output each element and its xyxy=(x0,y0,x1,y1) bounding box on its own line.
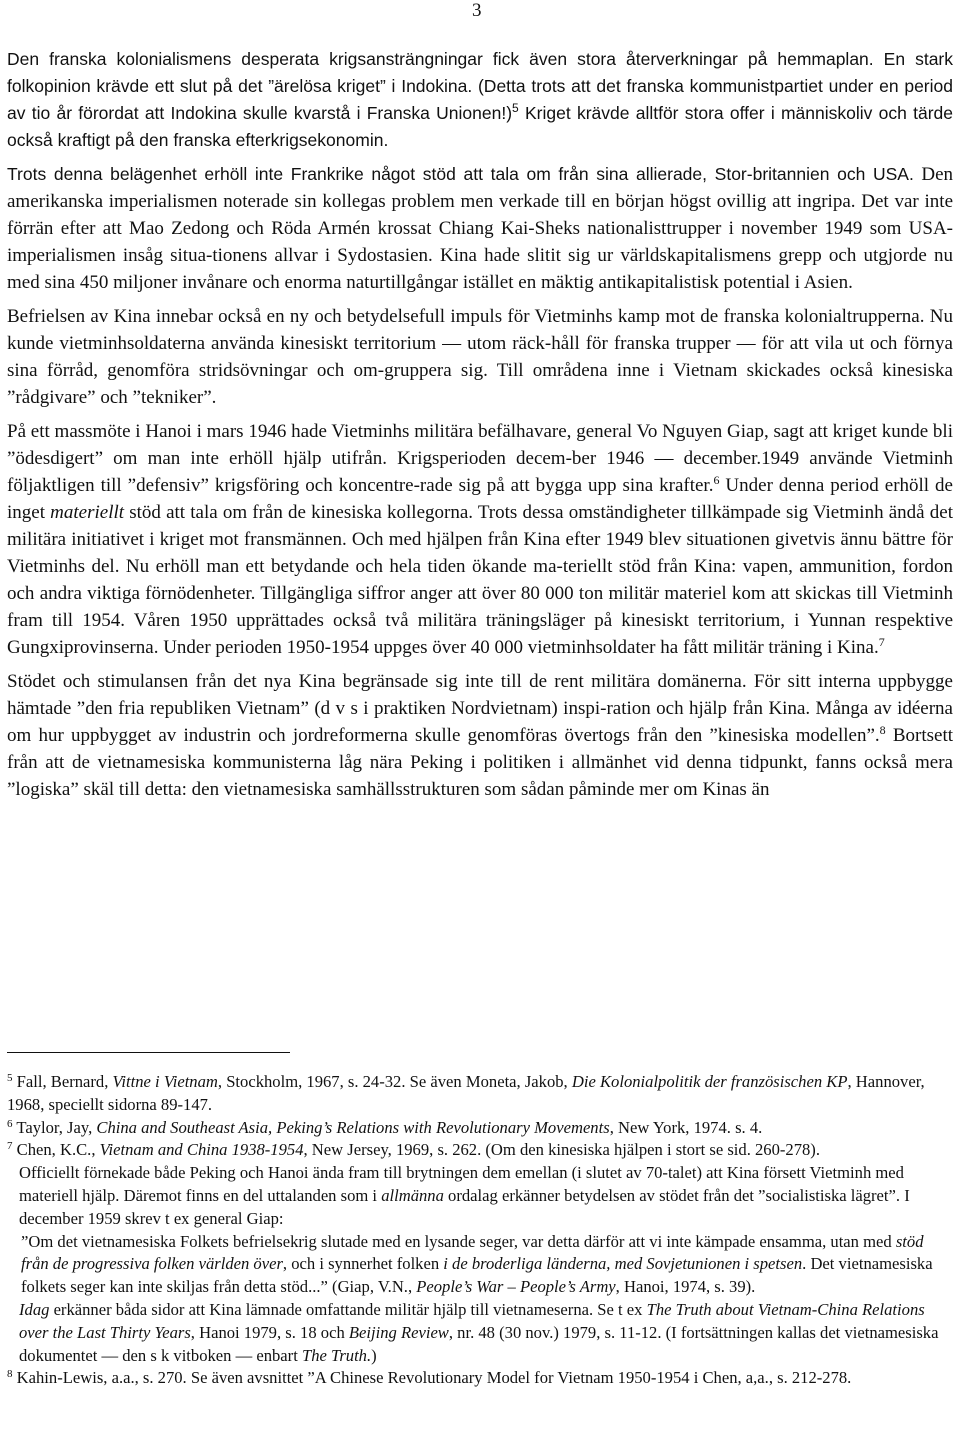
footnote-7 xyxy=(7,1139,953,1162)
today-text-a: erkänner båda sidor att Kina lämnade omfattande militär hjälp till vietnameserna. Se t ex xyxy=(49,1299,647,1319)
paragraph-1-text-b: Kriget krävde alltför stora offer i människoliv och tärde också kraftigt på den franska efterkrigsekonomin. xyxy=(7,103,953,150)
footnote-5-title: Vittne i Vietnam xyxy=(112,1072,218,1091)
today-text-b: , Hanoi 1979, s. 18 och xyxy=(190,1322,349,1342)
paragraph-2 xyxy=(7,161,953,296)
today-title-3: The Truth. xyxy=(301,1345,372,1365)
footnote-6-text: Taylor, Jay, xyxy=(12,1117,97,1137)
footnote-5-text-b: , Stockholm, 1967, s. 24-32. Se även Moneta, Jakob, xyxy=(217,1072,572,1091)
footnote-6-text-b: , New York, 1974. s. 4. xyxy=(609,1117,763,1137)
body-text xyxy=(7,46,953,810)
footnotes xyxy=(7,1071,953,1390)
paragraph-5-text-b: Bortsett från att de vietnamesiska kommunisterna låg nära Peking i politiken i allmänhet vid denna tidpunkt, fanns också mera ”logiska” skäl till detta: den vietnamesiska samhällsstrukturen som sådan påminde mer om Kinas än xyxy=(7,725,954,800)
footnote-5-text: Fall, Bernard, xyxy=(12,1072,113,1091)
footnote-7-text: Chen, K.C., xyxy=(12,1140,100,1160)
quote-text-c: . Det vietnamesiska folkets seger kan inte skiljas från detta stöd...” (Giap, V.N., xyxy=(21,1254,933,1297)
footnote-8-number: 8 xyxy=(7,1368,13,1381)
today-title-1: The Truth about Vietnam-China Relations over the Last Thirty Years xyxy=(19,1299,925,1342)
paragraph-4-text-b: Under denna period erhöll de inget xyxy=(7,475,953,523)
footnote-7-text-b: , New Jersey, 1969, s. 262. (Om den kinesiska hjälpen i stort se sid. 260-278). xyxy=(303,1140,820,1160)
footnote-divider xyxy=(7,1052,290,1053)
quote-emphasis-1: stöd från de progressiva folken världen över xyxy=(21,1231,924,1274)
footnote-5-number: 5 xyxy=(7,1072,13,1084)
today-title-2: Beijing Review xyxy=(348,1322,449,1342)
footnote-7-number: 7 xyxy=(7,1140,13,1153)
footnote-8-text: Kahin-Lewis, a.a., s. 270. Se även avsnittet ”A Chinese Revolutionary Model for Vietnam 1950-1954 i Chen, a,a., s. 212-278. xyxy=(12,1368,852,1388)
footnote-7b-emphasis: allmänna xyxy=(381,1185,444,1205)
quote-text-a: ”Om det vietnamesiska Folkets befrielsekrig slutade med en lysande seger, var detta därför att vi inte kämpade ensamma, utan med xyxy=(21,1231,896,1251)
page-number: 3 xyxy=(472,0,482,21)
quote-text-b: , och i synnerhet folken xyxy=(282,1254,444,1274)
today-emphasis: Idag xyxy=(19,1299,50,1319)
paragraph-1-text-a: Den franska kolonialismens desperata krigsansträngningar fick även stora återverkningar på hemmaplan. En stark folkopinion krävde ett slut på det ”ärelösa kriget” i Indokina. (Detta trots att det franska kommunistpartiet under en period av tio år förordat att Indokina skulle kvarstå i Franska Unionen!) xyxy=(7,49,953,123)
footnote-7-continued xyxy=(7,1162,953,1230)
footnote-7b-text: Officiellt förnekade både Peking och Hanoi ända fram till brytningen dem emellan (i slutet av 70-talet) att Kina försett Vietminh med materiell hjälp. Däremot finns en del uttalanden som i xyxy=(19,1163,904,1205)
footnote-ref-5[interactable]: 5 xyxy=(512,101,519,115)
quote-text-d: , Hanoi, 1974, s. 39). xyxy=(615,1277,756,1297)
paragraph-3: Befrielsen av Kina innebar också en ny och betydelsefull impuls för Vietminhs kamp mot de franska kolonialtrupperna. Nu kunde vietminhsoldaterna använda kinesiskt territorium — utom räck-håll för franska trupper — för att vila ut och förnya sina förråd, genomföra stridsövningar och om-gruppera sig. Till områdena inne i Vietnam skickades också kinesiska ”rådgivare” och ”tekniker”. xyxy=(7,306,953,408)
footnote-8 xyxy=(7,1367,953,1390)
paragraph-5 xyxy=(7,668,953,803)
paragraph-4-text-a: På ett massmöte i Hanoi i mars 1946 hade Vietminhs militära befälhavare, general Vo Nguyen Giap, sagt att kriget kunde bli ”ödesdigert” om man inte erhöll hjälp utifrån. Krigsperioden decem-ber 1946 — december.1949 använde Vietminh följaktligen till ”defensiv” krigsföring och koncentre-rade sig på att bygga upp sina krafter. xyxy=(7,421,953,496)
footnote-6-number: 6 xyxy=(7,1117,13,1130)
footnote-7-title: Vietnam and China 1938-1954 xyxy=(99,1140,304,1160)
paragraph-2-text-a: Trots denna belägenhet erhöll inte Frankrike något stöd att tala om från sina allierade, Stor-britannien och USA. xyxy=(7,164,914,184)
paragraph-1 xyxy=(7,46,953,154)
footnote-7-today xyxy=(7,1299,953,1367)
today-text-c: , nr. 48 (30 nov.) 1979, s. 11-12. (I fortsättningen kallas det vietnamesiska dokumentet — den s k vitboken — enbart xyxy=(19,1322,939,1365)
paragraph-2-text-b: Den amerikanska imperialismen noterade sin kollegas problem men verkade till en början högst ovillig att ingripa. Det var inte förrän efter att Mao Zedong och Röda Armén krossat Chiang Kai-Sheks nationalisttrupper i november 1949 som USA-imperialismen insåg situa-tionens allvar i Sydostasien. Kina hade slitit sig ur världskapitalismens grepp och utgjorde nu med sina 450 miljoner invånare och enorma naturtillgångar istället en mäktig antikapitalistisk potential i Asien. xyxy=(7,164,954,293)
footnote-ref-7[interactable]: 7 xyxy=(878,635,885,649)
footnote-7-quote xyxy=(7,1231,953,1299)
footnote-6-title: China and Southeast Asia, Peking’s Relations with Revolutionary Movements xyxy=(96,1117,610,1137)
footnote-5-text-c: , Hannover, 1968, speciellt sidorna 89-147. xyxy=(7,1072,925,1114)
paragraph-4-text-c: stöd att tala om från de kinesiska kollegorna. Trots dessa omständigheter tillkämpade sig Vietminh ändå det militära initiativet i kriget mot fransmännen. Och med hjälpen från Kina efter 1949 blev situationen givetvis ännu bättre för Vietminhs del. Nu erhöll man ett betydande och hela tiden ökande ma-teriellt stöd från Kina: vapen, ammunition, fordon och andra viktiga förnödenheter. Tillgängliga siffror anger att över 80 000 ton militär materiel kom att skickas till Vietminh fram till 1954. Våren 1950 upprättades också två militära träningsläger på kinesiskt territorium, i Yunnan respektive Gungxiprovinserna. Under perioden 1950-1954 uppges över 40 000 vietminhsoldater ha fått militär träning i Kina. xyxy=(7,502,953,658)
quote-title: People’s War – People’s Army xyxy=(416,1277,616,1297)
today-text-d: ) xyxy=(371,1345,377,1365)
footnote-6 xyxy=(7,1117,953,1140)
paragraph-5-text-a: Stödet och stimulansen från det nya Kina begränsade sig inte till de rent militära domänerna. För sitt interna uppbygge hämtade ”den fria republiken Vietnam” (d v s i praktiken Nordvietnam) inspi-ration och hjälp från Kina. Många av idéerna om hur uppbygget av industrin och jordreformerna skulle genomföras övertogs från den ”kinesiska modellen”. xyxy=(7,671,953,746)
footnote-5 xyxy=(7,1071,953,1117)
paragraph-4-emphasis: materiellt xyxy=(50,502,125,523)
footnote-7b-text-b: ordalag erkänner betydelsen av stödet från det ”socialistiska lägret”. I december 1959 skrev t ex general Giap: xyxy=(19,1185,910,1228)
footnote-ref-6[interactable]: 6 xyxy=(713,473,720,487)
paragraph-4 xyxy=(7,418,953,661)
footnote-5-title-b: Die Kolonialpolitik der französischen KP xyxy=(571,1072,848,1091)
footnote-ref-8[interactable]: 8 xyxy=(879,723,886,737)
quote-emphasis-2: i de broderliga länderna, med Sovjetunionen i spetsen xyxy=(443,1254,803,1274)
